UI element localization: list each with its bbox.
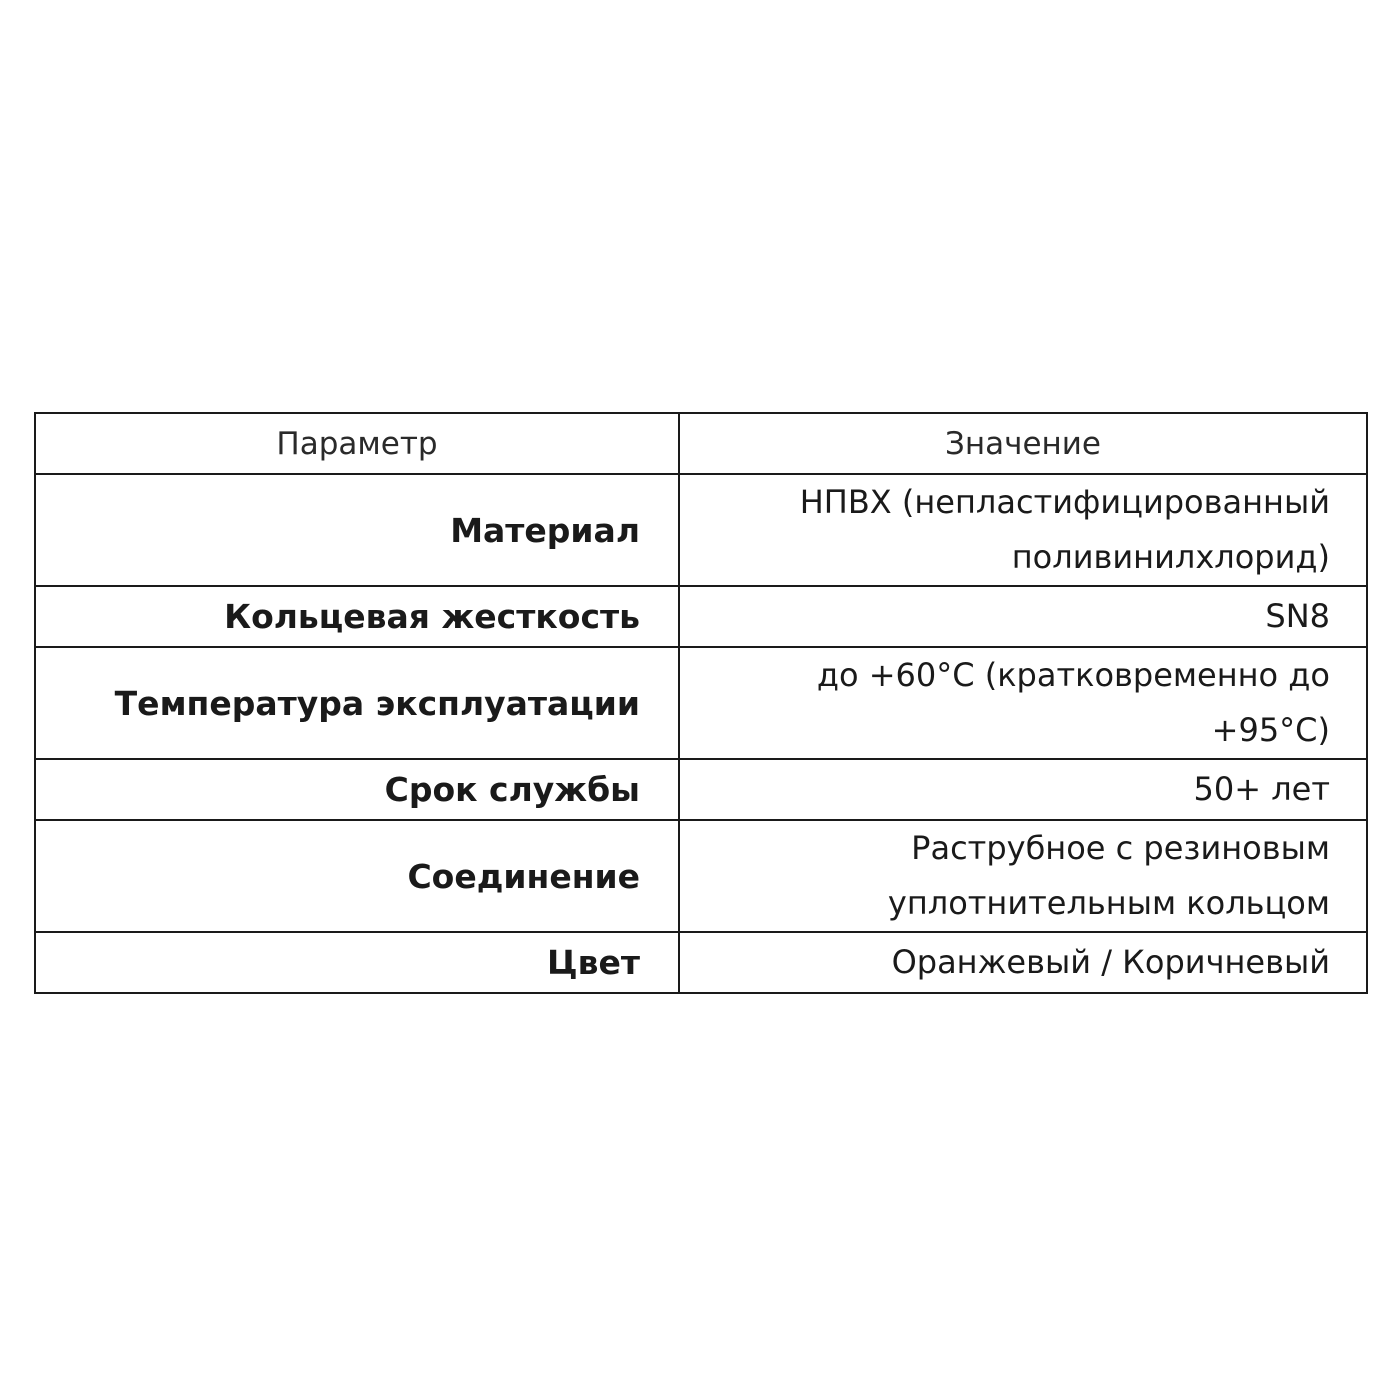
row-value: Раструбное с резиновым уплотнительным кольцом: [679, 820, 1367, 932]
row-parameter: Срок службы: [35, 759, 679, 820]
row-parameter: Цвет: [35, 932, 679, 993]
table-header-row: [35, 413, 1367, 474]
row-parameter: Кольцевая жесткость: [35, 586, 679, 647]
table-row: [35, 647, 1367, 759]
spec-table: [34, 412, 1368, 994]
table-row: [35, 820, 1367, 932]
row-parameter: Материал: [35, 474, 679, 586]
row-parameter: Температура эксплуатации: [35, 647, 679, 759]
header-value: Значение: [679, 413, 1367, 474]
row-value: SN8: [679, 586, 1367, 647]
row-value: Оранжевый / Коричневый: [679, 932, 1367, 993]
header-parameter: Параметр: [35, 413, 679, 474]
table-row: [35, 586, 1367, 647]
table-row: [35, 474, 1367, 586]
row-value: 50+ лет: [679, 759, 1367, 820]
table-row: [35, 759, 1367, 820]
row-value: НПВХ (непластифицированный поливинилхлорид): [679, 474, 1367, 586]
row-parameter: Соединение: [35, 820, 679, 932]
row-value: до +60°С (кратковременно до +95°С): [679, 647, 1367, 759]
table-row: [35, 932, 1367, 993]
